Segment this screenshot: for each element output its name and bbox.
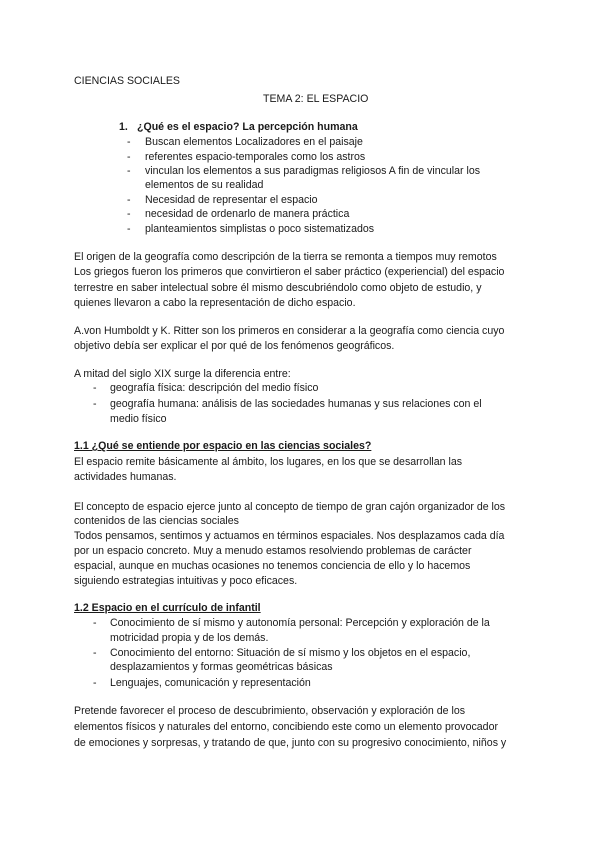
list-item: Conocimiento del entorno: Situación de sí mismo y los objetos en el espacio, [110, 647, 471, 659]
section11-heading: 1.1 ¿Qué se entiende por espacio en las ciencias sociales? [74, 440, 372, 452]
paragraph-line: siguiendo estrategias intuitivas y poco eficaces. [74, 575, 298, 587]
topic-title: TEMA 2: EL ESPACIO [263, 93, 369, 105]
paragraph-line: actividades humanas. [74, 471, 177, 483]
paragraph-line: El espacio remite básicamente al ámbito, los lugares, en los que se desarrollan las [74, 456, 463, 468]
list-item: vinculan los elementos a sus paradigmas religiosos A fin de vincular los [145, 165, 481, 177]
bullet-dash: - [93, 677, 97, 689]
paragraph-line: terrestre en saber intelectual sobre él mismo descubriéndolo como objeto de estudio, y [74, 282, 482, 294]
section1-heading: ¿Qué es el espacio? La percepción humana [137, 121, 358, 133]
list-item: referentes espacio-temporales como los astros [145, 151, 366, 163]
bullet-dash: - [93, 647, 97, 659]
paragraph-line: quienes llevaron a cabo la representación de dicho espacio. [74, 297, 356, 309]
bullet-dash: - [127, 194, 131, 206]
bullet-dash: - [93, 398, 97, 410]
paragraph-line: Pretende favorecer el proceso de descubrimiento, observación y exploración de los [74, 705, 466, 717]
paragraph-line: contenidos de las ciencias sociales [74, 515, 239, 527]
bullet-dash: - [127, 208, 131, 220]
paragraph-line: Los griegos fueron los primeros que convirtieron el saber práctico (experiencial) del espacio [74, 266, 505, 278]
bullet-dash: - [127, 151, 131, 163]
paragraph-line: El concepto de espacio ejerce junto al concepto de tiempo de gran cajón organizador de los [74, 501, 506, 513]
bullet-dash: - [127, 165, 131, 177]
paragraph-line: A.von Humboldt y K. Ritter son los primeros en considerar a la geografía como ciencia cuyo [74, 325, 505, 337]
list-item-continuation: motricidad propia y de los demás. [110, 632, 269, 644]
list-item: geografía física: descripción del medio físico [110, 382, 319, 394]
list-item: Necesidad de representar el espacio [145, 194, 318, 206]
paragraph-line: de emociones y sorpresas, y tratando de que, junto con su progresivo conocimiento, niños y [74, 737, 507, 749]
paragraph-line: espacial, aunque en muchas ocasiones no tenemos conciencia de ello y lo hacemos [74, 560, 471, 572]
paragraph-line: El origen de la geografía como descripción de la tierra se remonta a tiempos muy remotos [74, 251, 497, 263]
bullet-dash: - [93, 382, 97, 394]
paragraph-line: elementos físicos y naturales del entorno, concibiendo este como un elemento provocador [74, 721, 498, 733]
list-item: necesidad de ordenarlo de manera práctica [145, 208, 350, 220]
list-item: geografía humana: análisis de las sociedades humanas y sus relaciones con el [110, 398, 482, 410]
paragraph-line: por un espacio concreto. Muy a menudo estamos resolviendo problemas de carácter [74, 545, 472, 557]
section12-heading: 1.2 Espacio en el currículo de infantil [74, 602, 261, 614]
list-item: Buscan elementos Localizadores en el paisaje [145, 136, 363, 148]
course-title: CIENCIAS SOCIALES [74, 75, 180, 87]
bullet-dash: - [93, 617, 97, 629]
paragraph-line: objetivo debía ser explicar el por qué de los fenómenos geográficos. [74, 340, 395, 352]
paragraph-intro: A mitad del siglo XIX surge la diferencia entre: [74, 368, 291, 380]
section1-number: 1. [119, 121, 128, 133]
list-item: planteamientos simplistas o poco sistematizados [145, 223, 375, 235]
list-item: Conocimiento de sí mismo y autonomía personal: Percepción y exploración de la [110, 617, 490, 629]
list-item-continuation: elementos de su realidad [145, 179, 264, 191]
bullet-dash: - [127, 136, 131, 148]
list-item-continuation: medio físico [110, 413, 167, 425]
list-item: Lenguajes, comunicación y representación [110, 677, 311, 689]
bullet-dash: - [127, 223, 131, 235]
paragraph-line: Todos pensamos, sentimos y actuamos en términos espaciales. Nos desplazamos cada día [74, 530, 505, 542]
list-item-continuation: desplazamientos y formas geométricas básicas [110, 661, 333, 673]
